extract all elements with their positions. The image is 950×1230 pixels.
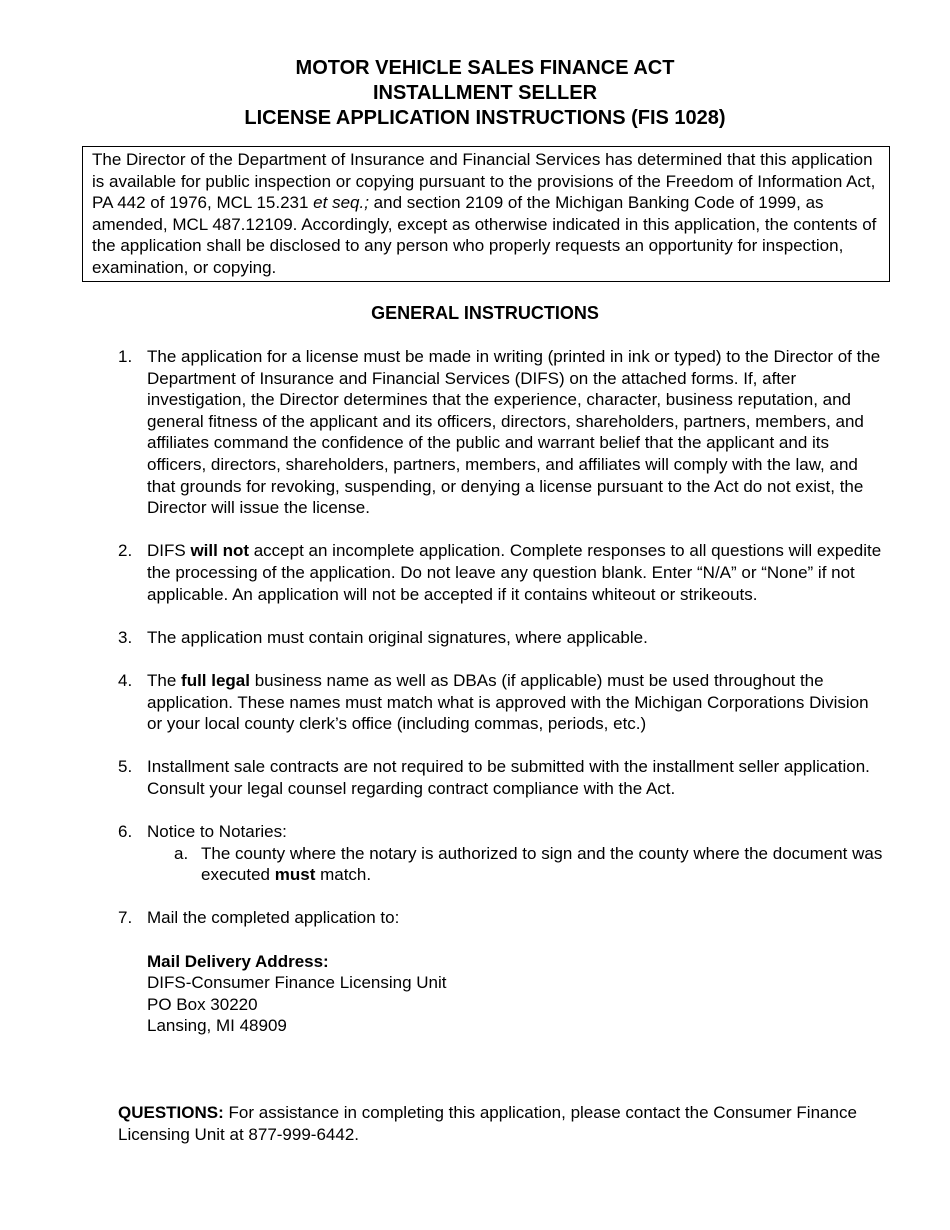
sub-item-letter: a. (174, 843, 189, 863)
item-text-bold: full legal (181, 670, 250, 690)
item-text: Mail the completed application to: (147, 908, 400, 928)
instruction-item-4 (118, 670, 888, 735)
item-text-pre: DIFS (147, 541, 191, 561)
notice-text-part1: The Director of the Department of Insurance and Financial Services has determined that this application is available for public inspection or copying pursuant to the provisions of the Freedom of Information Act, PA 442 of 1976, MCL 15.231 (92, 150, 876, 213)
address-line-unit: DIFS-Consumer Finance Licensing Unit (147, 973, 447, 993)
item-number: 7. (118, 908, 133, 928)
item-number: 6. (118, 822, 133, 842)
sub-item-text-pre: The county where the notary is authorized to sign and the county where the document was executed (201, 843, 883, 885)
instruction-item-5 (118, 756, 888, 799)
notice-text-part2: and section 2109 of the Michigan Banking Code of 1999, as amended, MCL 487.12109. Accordingly, except as otherwise indicated in this application, the contents of the application shall be disclosed to any person who properly requests an opportunity for inspection, examination, or copying. (92, 193, 877, 277)
instruction-item-3 (118, 627, 888, 649)
general-instructions-heading: GENERAL INSTRUCTIONS (371, 303, 599, 323)
instruction-item-1 (118, 346, 888, 519)
questions-contact (118, 1102, 888, 1145)
foia-notice-box (82, 146, 890, 282)
title-line-seller: INSTALLMENT SELLER (372, 82, 598, 104)
item-text: The application for a license must be made in writing (printed in ink or typed) to the Director of the Department of Insurance and Financial Services (DIFS) on the attached forms. If, after investigation, the Director determines that the experience, character, business reputation, and general fitness of the applicant and its officers, directors, shareholders, partners, members, and affiliates command the confidence of the public and warrant belief that the applicant and its officers, directors, shareholders, partners, members, and affiliates will comply with the law, and that grounds for revoking, suspending, or denying a license pursuant to the Act do not exist, the Director will issue the license. (147, 347, 881, 518)
title-line-instructions: LICENSE APPLICATION INSTRUCTIONS (FIS 1028) (244, 107, 726, 129)
sub-item-text-bold: must (274, 865, 316, 885)
item-number: 5. (118, 757, 133, 777)
item-text: The application must contain original signatures, where applicable. (147, 627, 648, 647)
item-text: Notice to Notaries: (147, 822, 287, 842)
item-text-pre: The (147, 670, 182, 690)
notary-sub-item-a (174, 843, 888, 886)
notice-text-italic: et seq.; (313, 193, 369, 213)
item-text-post: accept an incomplete application. Complete responses to all questions will expedite the processing of the application. Do not leave any question blank. Enter “N/A” or “None” if not applicable. An application will not be accepted if it contains whiteout or strikeouts. (147, 541, 882, 604)
item-text: Installment sale contracts are not required to be submitted with the installment seller application. Consult your legal counsel regarding contract compliance with the Act. (147, 757, 870, 798)
item-number: 3. (118, 627, 133, 647)
address-heading: Mail Delivery Address: (147, 951, 329, 971)
instruction-item-7 (118, 907, 888, 1037)
questions-label: QUESTIONS: (118, 1103, 224, 1122)
item-text-bold: will not (190, 541, 249, 561)
mail-delivery-address (147, 951, 888, 1037)
questions-text: For assistance in completing this application, please contact the Consumer Finance Licensing Unit at 877-999-6442. (118, 1103, 857, 1144)
title-line-act: MOTOR VEHICLE SALES FINANCE ACT (295, 57, 675, 79)
item-number: 4. (118, 670, 133, 690)
item-number: 1. (118, 347, 133, 366)
sub-item-text-post: match. (315, 865, 372, 885)
address-line-city: Lansing, MI 48909 (147, 1016, 287, 1036)
instruction-item-6 (118, 821, 888, 886)
instruction-item-2 (118, 540, 888, 605)
item-text-post: business name as well as DBAs (if applicable) must be used throughout the application. These names must match what is approved with the Michigan Corporations Division or your local county clerk’s office (including commas, periods, etc.) (147, 670, 869, 734)
instructions-list (118, 346, 888, 1059)
document-title (0, 56, 950, 131)
address-line-po-box: PO Box 30220 (147, 994, 258, 1014)
item-number: 2. (118, 541, 133, 561)
